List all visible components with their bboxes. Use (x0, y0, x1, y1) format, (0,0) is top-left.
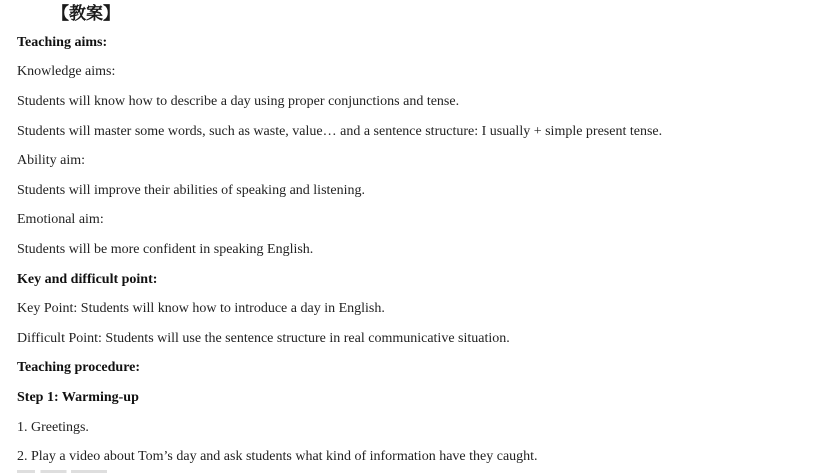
heading-teaching-procedure: Teaching procedure: (17, 360, 141, 375)
paragraph-line: Students will know how to describe a day using proper conjunctions and tense. (17, 94, 460, 109)
heading-step-1: Step 1: Warming-up (17, 390, 139, 405)
document-title: 【教案】 (52, 4, 120, 24)
subheading-emotional-aim: Emotional aim: (17, 212, 104, 227)
subheading-knowledge-aims: Knowledge aims: (17, 64, 116, 79)
heading-key-and-difficult-point: Key and difficult point: (17, 272, 158, 287)
subheading-ability-aim: Ability aim: (17, 153, 86, 168)
heading-teaching-aims: Teaching aims: (17, 35, 108, 50)
list-item: 2. Play a video about Tom’s day and ask students what kind of information have they caught. (17, 449, 538, 464)
paragraph-line: Key Point: Students will know how to introduce a day in English. (17, 301, 385, 316)
list-item: 1. Greetings. (17, 420, 89, 435)
cut-off-text-line (17, 467, 107, 473)
paragraph-line: Students will improve their abilities of speaking and listening. (17, 183, 366, 198)
paragraph-line: Difficult Point: Students will use the sentence structure in real communicative situation. (17, 331, 510, 346)
paragraph-line: Students will master some words, such as waste, value… and a sentence structure: I usually + simple present tense. (17, 124, 663, 139)
paragraph-line: Students will be more confident in speaking English. (17, 242, 314, 257)
